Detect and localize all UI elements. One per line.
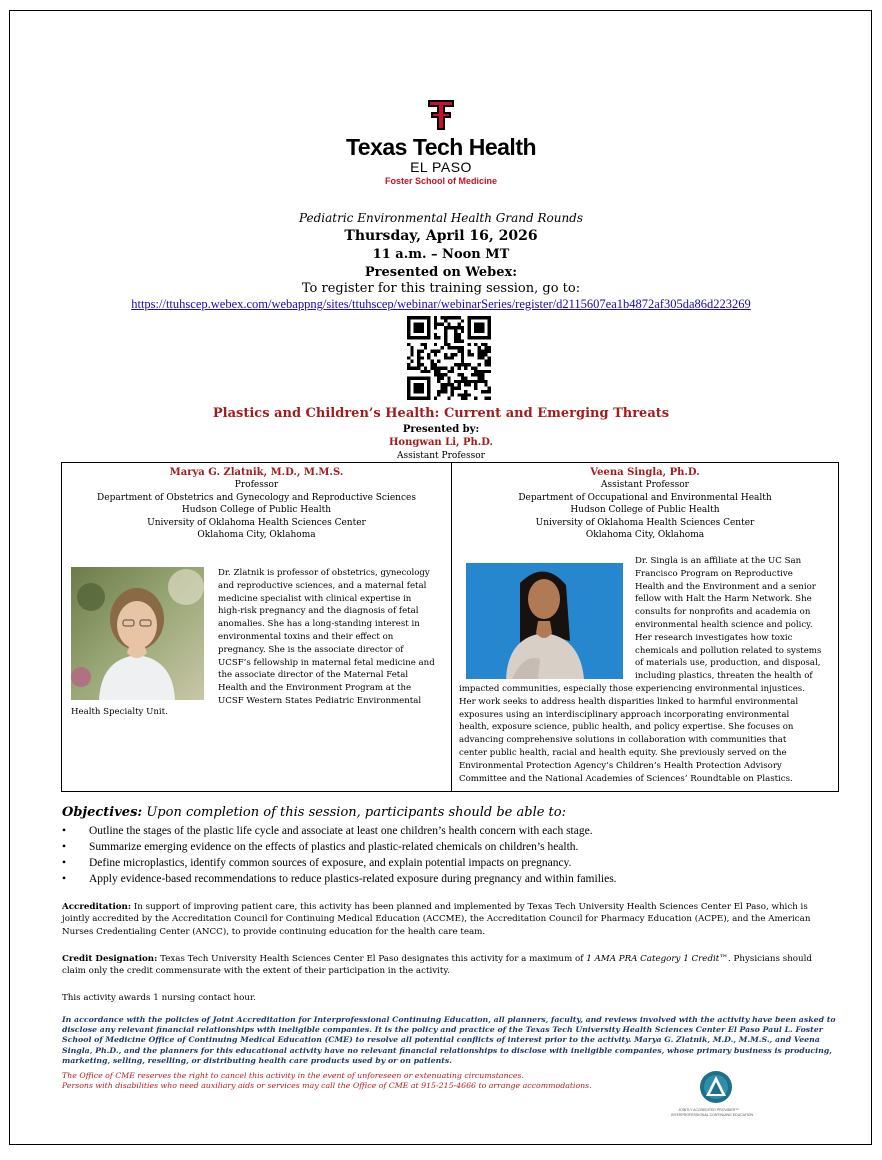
speaker-card-singla: [451, 463, 839, 791]
qr-code-icon[interactable]: [407, 316, 491, 400]
speaker-bio-tail: Health Specialty Unit.: [71, 707, 168, 717]
event-date: Thursday, April 16, 2026: [344, 228, 538, 244]
speaker-bios-table: [61, 462, 839, 792]
disclosure-statement: In accordance with the policies of Joint Accreditation for Interprofessional Continuing Education, all planners, faculty, and reviews involved with the activity have been asked to disclose any relevant financial relationships with ineligible companies. It is the policy and practice of the Texas Tech University Health Sciences Center El Paso Paul L. Foster School of Medicine Office of Continuing Medical Education (CME) to resolve all potential conflicts of interest prior to the activity. Marya G. Zlatnik, M.D., M.M.S., and Veena Singla, Ph.D., and the planners for this educational activity have no relevant financial relationships to disclose with ineligible companies, whose primary business is producing, marketing, selling, reselling, or distributing health care products used by or on patients.: [62, 1015, 836, 1065]
joint-accreditation-seal: [671, 1070, 754, 1118]
speaker-card-zlatnik: [62, 463, 452, 791]
objectives-section: [62, 805, 842, 887]
register-link[interactable]: https://ttuhscep.webex.com/webappng/sites/ttuhscep/webinar/webinarSeries/register/d2115607ea1b4872af305da86d223269: [131, 297, 751, 311]
institution-logo: [0, 98, 882, 187]
objectives-heading: Objectives: Upon completion of this session, participants should be able to:: [62, 805, 566, 820]
logo-subtitle: EL PASO: [410, 159, 472, 175]
list-item: • Define microplastics, identify common sources of exposure, and explain potential impacts on pregnancy.: [62, 857, 572, 869]
speaker-photo: [71, 567, 204, 700]
speaker-bio: Dr. Zlatnik is professor of obstetrics, gynecology and reproductive sciences, and a maternal fetal medicine specialist with clinical expertise in high-risk pregnancy and the diagnosis of fetal anomalies. She has a long-standing interest in environmental toxins and their effect on pregnancy. She is the associate director of UCSF’s fellowship in maternal fetal medicine and the associate director of the Maternal Fetal Health and the Environment Program at the UCSF Western States Pediatric Environmental: [218, 568, 435, 706]
presenter-role: Assistant Professor: [397, 451, 485, 461]
list-item: • Apply evidence-based recommendations to reduce plastics-related exposure during pregnancy and within families.: [62, 873, 617, 885]
speaker-photo: [466, 563, 623, 679]
talk-title: Plastics and Children’s Health: Current and Emerging Threats: [212, 406, 670, 421]
event-time: 11 a.m. – Noon MT: [372, 247, 510, 262]
logo-name: Texas Tech Health: [345, 134, 537, 160]
accreditation-statement: Accreditation: In support of improving patient care, this activity has been planned and implemented by Texas Tech University Health Sciences Center El Paso, which is jointly accredited by the Accreditation Council for Continuing Medical Education (ACCME), the Accreditation Council for Pharmacy Education (ACPE), and the American Nurses Credentialing Center (ANCC), to provide continuing education for the health care team.: [62, 902, 811, 937]
speaker-affiliation: Professor Department of Obstetrics and Gynecology and Reproductive Sciences Hudson College of Public Health University of Oklahoma Health Sciences Center Oklahoma City, Oklahoma: [97, 480, 416, 540]
seal-line-1: JOINTLY ACCREDITED PROVIDER™: [678, 1108, 739, 1112]
list-item: • Summarize emerging evidence on the effects of plastics and plastic-related chemicals on children’s health.: [62, 841, 579, 853]
presented-by-label: Presented by:: [402, 424, 480, 435]
register-instruction: To register for this training session, go to:: [301, 281, 581, 296]
speaker-name: Marya G. Zlatnik, M.D., M.M.S.: [169, 467, 344, 478]
speaker-bio: Dr. Singla is an affiliate at the UC San Francisco Program on Reproductive Health and the Environment and a senior fellow with Halt the Harm Network. She consults for nonprofits and academia on environmental health science and policy. Her research investigates how toxic chemicals and pollution related to systems of materials use, production, and disposal, including plastics, threaten the health of: [635, 556, 822, 682]
objectives-list: [62, 823, 842, 887]
double-t-logo-icon: [426, 98, 456, 132]
accommodations-notice: Persons with disabilities who need auxiliary aids or services may call the Office of CME at 915-215-4666 to arrange accommodations.: [62, 1081, 592, 1090]
logo-school: Foster School of Medicine: [384, 176, 497, 186]
cancellation-notice: The Office of CME reserves the right to cancel this activity in the event of unforeseen or extenuating circumstances.: [62, 1071, 524, 1080]
event-platform: Presented on Webex:: [364, 265, 518, 280]
seal-line-2: INTERPROFESSIONAL CONTINUING EDUCATION: [671, 1113, 754, 1117]
joint-accreditation-logo-icon: [699, 1070, 733, 1104]
speaker-affiliation: Assistant Professor Department of Occupational and Environmental Health Hudson College of Public Health University of Oklahoma Health Sciences Center Oklahoma City, Oklahoma: [518, 480, 772, 540]
event-series: Pediatric Environmental Health Grand Rounds: [298, 211, 584, 225]
presenter-name: Hongwan Li, Ph.D.: [388, 437, 494, 448]
nursing-hours: This activity awards 1 nursing contact hour.: [62, 993, 256, 1003]
speaker-name: Veena Singla, Ph.D.: [590, 467, 700, 478]
speaker-bio-tail: impacted communities, especially those experiencing environmental injustices. Her work seeks to address health disparities linked to harmful environmental exposures using an interdisciplinary approach incorporating environmental health, exposure science, public health, and policy expertise. She focuses on advancing comprehensive solutions in collaboration with communities that center public health, racial and health equity. She previously served on the Environmental Protection Agency’s Children’s Health Protection Advisory Committee and the National Academies of Sciences’ Roundtable on Plastics.: [459, 684, 805, 784]
list-item: • Outline the stages of the plastic life cycle and associate at least one children’s health concern with each stage.: [62, 825, 593, 837]
credit-designation: Credit Designation: Texas Tech University Health Sciences Center El Paso designates this activity for a maximum of 1 AMA PRA Category 1 Credit™. Physicians should claim only the credit commensurate with the extent of their participation in the activity.: [62, 954, 812, 977]
